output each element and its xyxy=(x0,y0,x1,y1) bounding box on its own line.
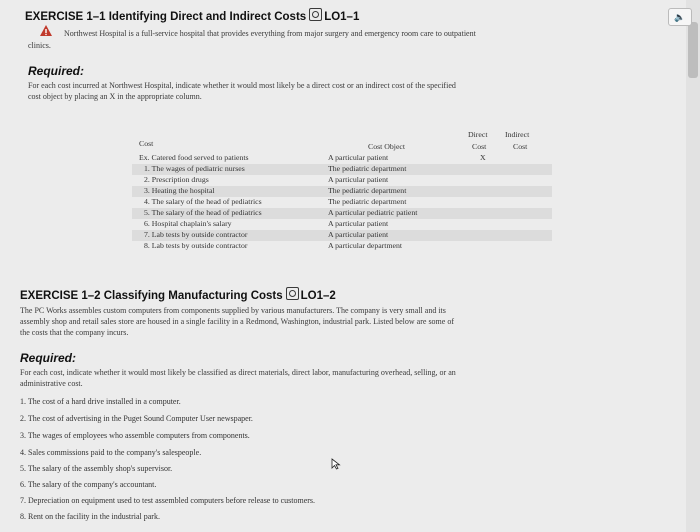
speaker-icon[interactable]: 🔈 xyxy=(668,8,692,26)
table-row: 2. Prescription drugs A particular patient xyxy=(144,175,389,184)
table-row: 3. Heating the hospital The pediatric department xyxy=(132,186,552,197)
table-row: Ex. Catered food served to patients A particular patient X xyxy=(139,153,486,162)
direct-mark: X xyxy=(480,153,486,162)
exercise-1-2-intro-line2: assembly shop and retail sales store are housed in a single facility in a Redmond, Washington, industrial park. Listed below are some of xyxy=(20,317,454,326)
list-item: 6. The salary of the company's accountant. xyxy=(20,480,157,489)
header-cost: Cost xyxy=(139,139,154,148)
exercise-1-2-instructions-line1: For each cost, indicate whether it would most likely be classified as direct materials, direct labor, manufacturing overhead, selling, or an xyxy=(20,368,456,377)
scrollbar[interactable] xyxy=(686,0,700,532)
header-direct-bottom: Cost xyxy=(472,142,487,151)
exercise-1-2-intro-line3: the costs that the company incurs. xyxy=(20,328,129,337)
exercise-1-1-instructions-line2: cost object by placing an X in the appropriate column. xyxy=(28,92,202,101)
scrollbar-thumb[interactable] xyxy=(688,22,698,78)
header-indirect-top: Indirect xyxy=(505,130,530,139)
alert-icon xyxy=(39,24,53,38)
exercise-1-1-instructions-line1: For each cost incurred at Northwest Hospital, indicate whether it would most likely be a direct cost or an indirect cost of the specified xyxy=(28,81,456,90)
cursor-icon xyxy=(331,458,341,470)
cost-table xyxy=(132,128,552,278)
exercise-1-1-title: EXERCISE 1–1 Identifying Direct and Indirect Costs LO1–1 xyxy=(25,8,359,23)
header-indirect-bottom: Cost xyxy=(513,142,528,151)
required-heading-2: Required: xyxy=(20,351,77,365)
exercise-1-1-intro-line2: clinics. xyxy=(28,41,51,50)
exercise-1-2-intro-line1: The PC Works assembles custom computers from components supplied by various manufacturers. The company is very small and its xyxy=(20,306,446,315)
list-item: 8. Rent on the facility in the industrial park. xyxy=(20,512,160,521)
table-row: 6. Hospital chaplain's salary A particular patient xyxy=(144,219,389,228)
table-row: 4. The salary of the head of pediatrics The pediatric department xyxy=(144,197,407,206)
header-direct-top: Direct xyxy=(468,130,488,139)
table-row: 8. Lab tests by outside contractor A particular department xyxy=(144,241,403,250)
table-row: 1. The wages of pediatric nurses The pediatric department xyxy=(132,164,552,175)
exercise-1-2-instructions-line2: administrative cost. xyxy=(20,379,83,388)
table-row: 7. Lab tests by outside contractor A particular patient xyxy=(132,230,552,241)
learning-objective-icon xyxy=(286,287,299,300)
list-item: 7. Depreciation on equipment used to test assembled computers before release to customers. xyxy=(20,496,316,505)
required-heading-1: Required: xyxy=(28,64,85,78)
exercise-1-1-intro-line1: Northwest Hospital is a full-service hospital that provides everything from major surgery and emergency room care to outpatient xyxy=(64,29,476,38)
list-item: 1. The cost of a hard drive installed in a computer. xyxy=(20,397,181,406)
list-item: 2. The cost of advertising in the Puget Sound Computer User newspaper. xyxy=(20,414,253,423)
exercise-1-2-title: EXERCISE 1–2 Classifying Manufacturing Costs LO1–2 xyxy=(20,287,336,302)
header-cost-object: Cost Object xyxy=(368,142,406,151)
list-item: 4. Sales commissions paid to the company's salespeople. xyxy=(20,448,202,457)
table-row: 5. The salary of the head of pediatrics A particular pediatric patient xyxy=(132,208,552,219)
learning-objective-icon xyxy=(309,8,322,21)
list-item: 3. The wages of employees who assemble computers from components. xyxy=(20,431,250,440)
list-item: 5. The salary of the assembly shop's supervisor. xyxy=(20,464,173,473)
